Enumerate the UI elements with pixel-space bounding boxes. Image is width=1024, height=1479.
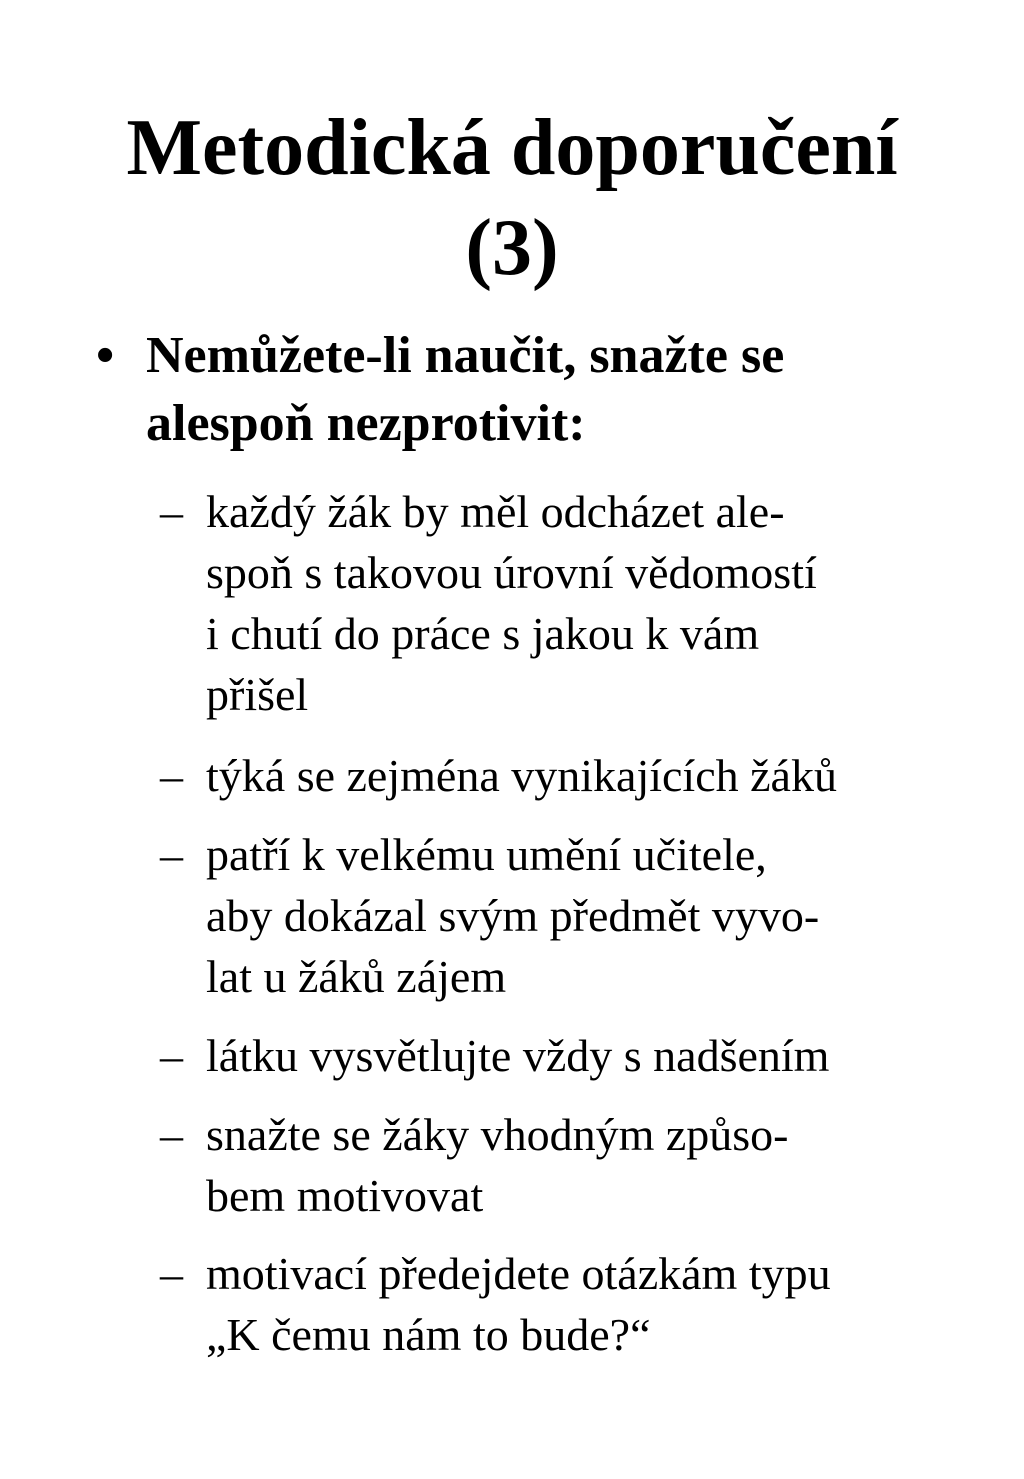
slide-title-line-1: Metodická doporučení xyxy=(126,104,898,192)
sub-item-line: „K čemu nám to bude?“ xyxy=(206,1309,651,1360)
dash-marker: – xyxy=(160,829,183,880)
sub-item-line: patří k velkému umění učitele, xyxy=(206,829,767,880)
main-bullet-text xyxy=(146,322,784,458)
main-bullet-line-1: Nemůžete-li naučit, snažte se xyxy=(146,327,785,384)
sub-item-line: aby dokázal svým předmět vyvo- xyxy=(206,890,820,941)
sub-item-line: snažte se žáky vhodným způso- xyxy=(206,1109,789,1160)
sub-item-line: přišel xyxy=(206,669,309,720)
sub-item-line: každý žák by měl odcházet ale- xyxy=(206,486,785,537)
sub-item-text xyxy=(206,1104,789,1226)
sub-item-text xyxy=(206,745,837,806)
sub-item-text xyxy=(206,824,819,1007)
main-bullet-line-2: alespoň nezprotivit: xyxy=(146,395,586,452)
dash-marker: – xyxy=(160,1109,183,1160)
sub-item-line: bem motivovat xyxy=(206,1170,484,1221)
sub-item-text xyxy=(206,1025,829,1086)
sub-item-text xyxy=(206,1243,831,1365)
sub-item-line: i chutí do práce s jakou k vám xyxy=(206,608,760,659)
sub-item-line: motivací předejdete otázkám typu xyxy=(206,1248,831,1299)
sub-item-line: látku vysvětlujte vždy s nadšením xyxy=(206,1030,830,1081)
bullet-marker: • xyxy=(96,327,115,384)
slide-title-line-2: (3) xyxy=(465,204,559,292)
dash-marker: – xyxy=(160,1248,183,1299)
dash-marker: – xyxy=(160,1030,183,1081)
sub-item-text xyxy=(206,481,817,725)
sub-item-line: týká se zejména vynikajících žáků xyxy=(206,750,837,801)
dash-marker: – xyxy=(160,486,183,537)
dash-marker: – xyxy=(160,750,183,801)
sub-item-line: spoň s takovou úrovní vědomostí xyxy=(206,547,817,598)
slide-title xyxy=(0,98,1024,298)
sub-item-line: lat u žáků zájem xyxy=(206,951,507,1002)
